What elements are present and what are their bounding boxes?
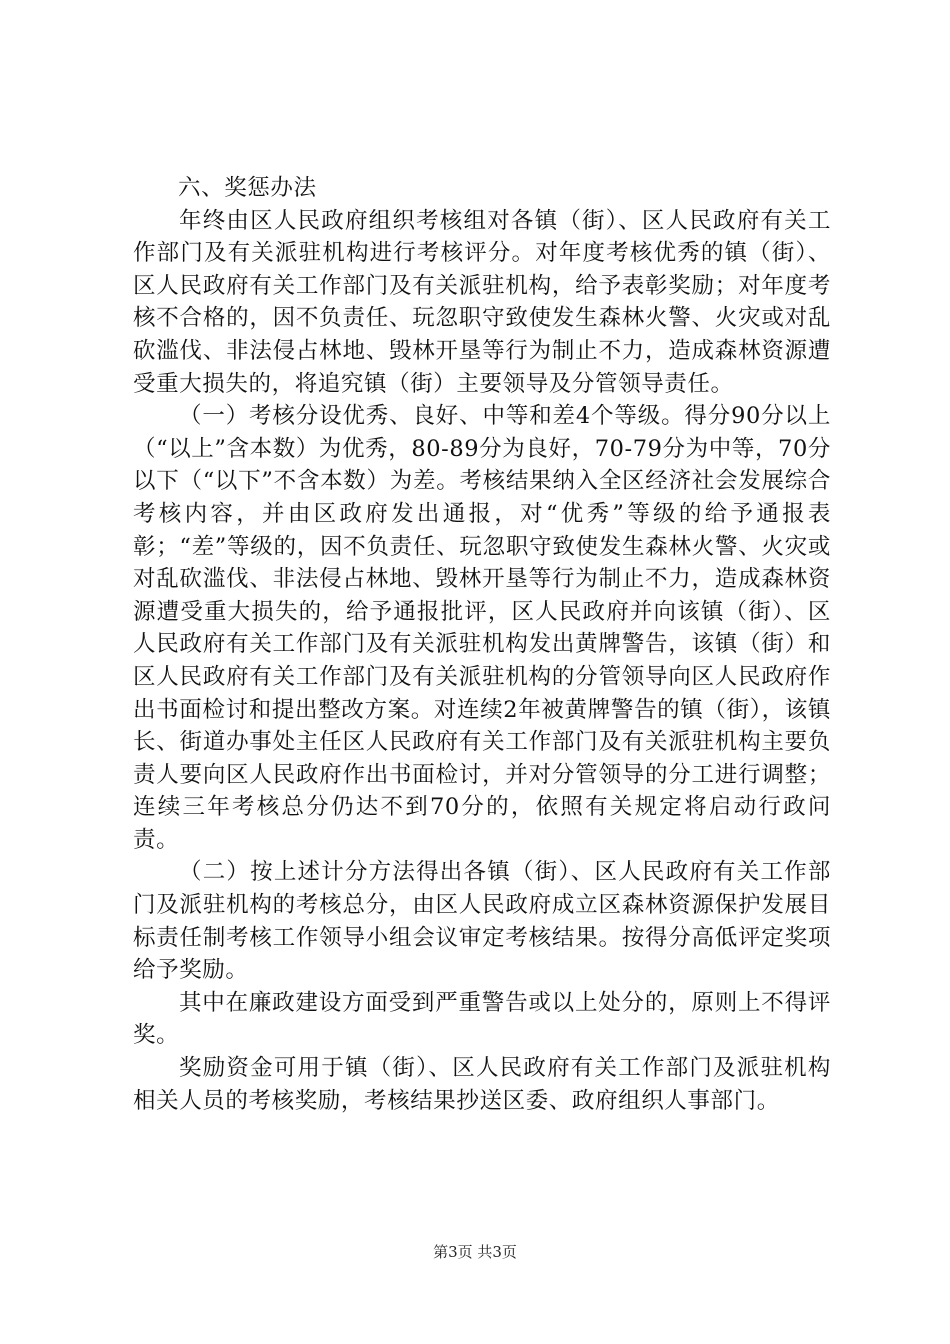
- paragraph-general: 年终由区人民政府组织考核组对各镇（街）、区人民政府有关工作部门及有关派驻机构进行考核评分。对年度考核优秀的镇（街）、区人民政府有关工作部门及有关派驻机构，给予表彰奖励；对年度考核不合格的，因不负责任、玩忽职守致使发生森林火警、火灾或对乱砍滥伐、非法侵占林地、毁林开垦等行为制止不力，造成森林资源遭受重大损失的，将追究镇（街）主要领导及分管领导责任。: [133, 207, 831, 397]
- paragraph-scoring: （二）按上述计分方法得出各镇（街）、区人民政府有关工作部门及派驻机构的考核总分，由区人民政府成立区森林资源保护发展目标责任制考核工作领导小组会议审定考核结果。按得分高低评定奖项给予奖励。: [133, 859, 831, 984]
- page-footer: 第3页 共3页: [433, 1243, 517, 1261]
- paragraph-integrity: 其中在廉政建设方面受到严重警告或以上处分的，原则上不得评奖。: [133, 989, 831, 1049]
- paragraph-grading: （一）考核分设优秀、良好、中等和差4个等级。得分90分以上（“以上”含本数）为优秀，80-89分为良好，70-79分为中等，70分以下（“以下”不含本数）为差。考核结果纳入全区经济社会发展综合考核内容，并由区政府发出通报，对“优秀”等级的给予通报表彰；“差”等级的，因不负责任、玩忽职守致使发生森林火警、火灾或对乱砍滥伐、非法侵占林地、毁林开垦等行为制止不力，造成森林资源遭受重大损失的，给予通报批评，区人民政府并向该镇（街）、区人民政府有关工作部门及有关派驻机构发出黄牌警告，该镇（街）和区人民政府有关工作部门及有关派驻机构的分管领导向区人民政府作出书面检讨和提出整改方案。对连续2年被黄牌警告的镇（街），该镇长、街道办事处主任区人民政府有关工作部门及有关派驻机构主要负责人要向区人民政府作出书面检讨，并对分管领导的分工进行调整；连续三年考核总分仍达不到70分的，依照有关规定将启动行政问责。: [133, 403, 831, 853]
- paragraph-funds: 奖励资金可用于镇（街）、区人民政府有关工作部门及派驻机构相关人员的考核奖励，考核结果抄送区委、政府组织人事部门。: [133, 1055, 831, 1114]
- section-heading: 六、奖惩办法: [178, 175, 317, 201]
- document-body: [133, 172, 831, 1117]
